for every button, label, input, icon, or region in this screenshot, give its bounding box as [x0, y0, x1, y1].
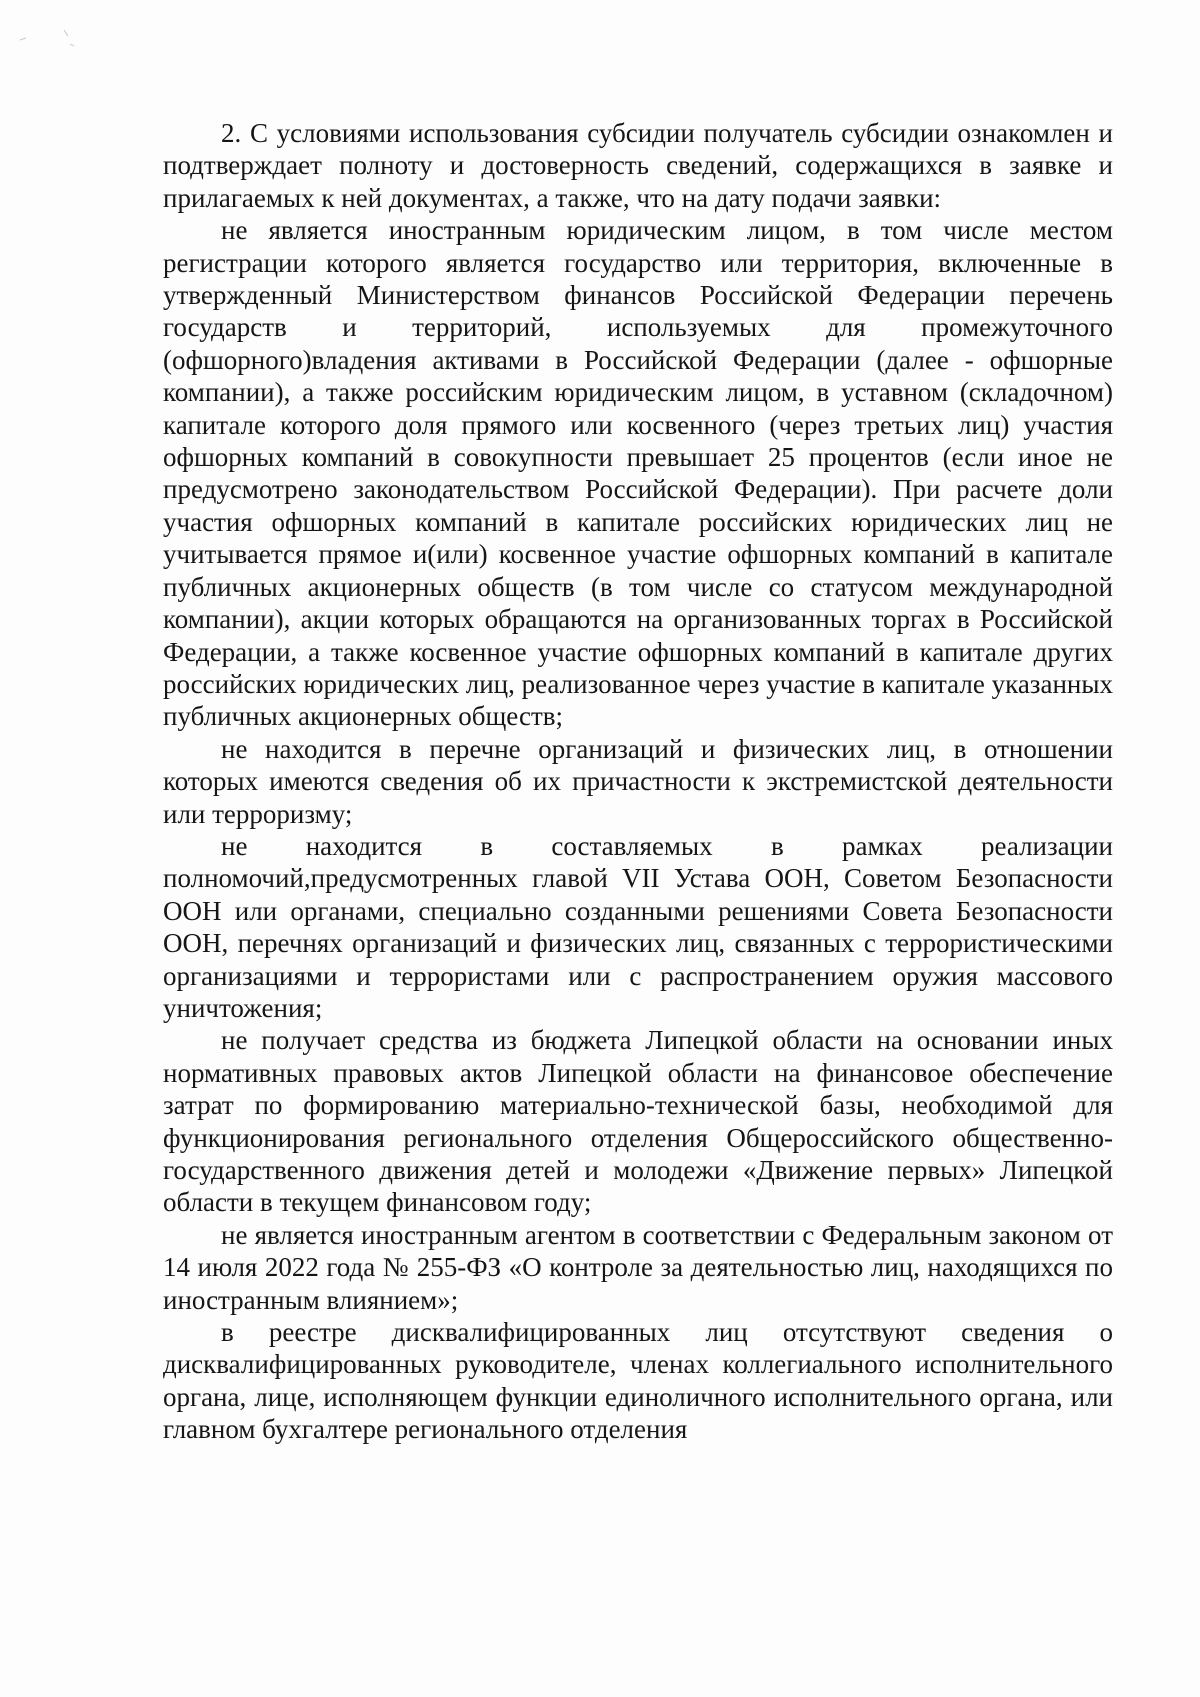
paragraph-foreign-agent: не является иностранным агентом в соответствии с Федеральным законом от 14 июля 2022 года № 255-ФЗ «О контроле за деятельностью лиц, находящихся по иностранным влиянием»; [163, 1219, 1113, 1315]
paragraph-un-lists: не находится в составляемых в рамках реализации полномочий,предусмотренных главой VII Устава ООН, Советом Безопасности ООН или органами, специально созданными решениями Совета Безопасности ООН, перечнях организаций и физических лиц, связанных с террористическими организациями и террористами или с распространением оружия массового уничтожения; [163, 830, 1113, 1023]
paragraph-extremism: не находится в перечне организаций и физических лиц, в отношении которых имеются сведения об их причастности к экстремистской деятельности или терроризму; [163, 733, 1113, 829]
scan-mark-icon [18, 26, 78, 56]
paragraph-offshore: не является иностранным юридическим лицом, в том числе местом регистрации которого является государство или территория, включенные в утвержденный Министерством финансов Российской Федерации перечень государств и территорий, используемых для промежуточного (офшорного)владения активами в Российской Федерации (далее - офшорные компании), а также российским юридическим лицом, в уставном (складочном) капитале которого доля прямого или косвенного (через третьих лиц) участия офшорных компаний в совокупности превышает 25 процентов (если иное не предусмотрено законодательством Российской Федерации). При расчете доли участия офшорных компаний в капитале российских юридических лиц не учитывается прямое и(или) косвенное участие офшорных компаний в капитале публичных акционерных обществ (в том числе со статусом международной компании), акции которых обращаются на организованных торгах в Российской Федерации, а также косвенное участие офшорных компаний в капитале других российских юридических лиц, реализованное через участие в капитале указанных публичных акционерных обществ; [163, 215, 1113, 732]
paragraph-conditions: 2. С условиями использования субсидии получатель субсидии ознакомлен и подтверждает полноту и достоверность сведений, содержащихся в заявке и прилагаемых к ней документах, а также, что на дату подачи заявки: [163, 118, 1113, 213]
paragraph-budget-funds: не получает средства из бюджета Липецкой области на основании иных нормативных правовых актов Липецкой области на финансовое обеспечение затрат по формированию материально-технической базы, необходимой для функционирования регионального отделения Общероссийского общественно-государственного движения детей и молодежи «Движение первых» Липецкой области в текущем финансовом году; [163, 1025, 1113, 1218]
document-body [163, 117, 1113, 1446]
paragraph-disqualified-registry: в реестре дисквалифицированных лиц отсутствуют сведения о дисквалифицированных руководителе, членах коллегиального исполнительного органа, лице, исполняющем функции единоличного исполнительного органа, или главном бухгалтере регионального отделения [163, 1317, 1113, 1445]
